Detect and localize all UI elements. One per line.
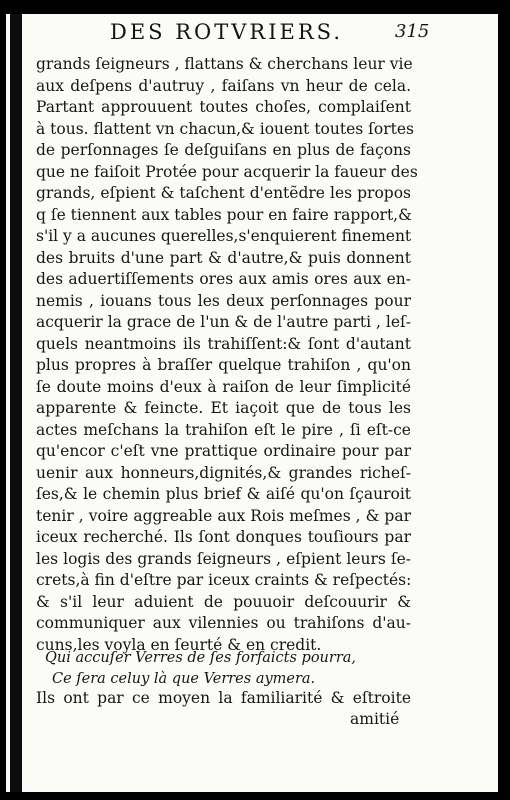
- catchword: amitié: [350, 710, 400, 728]
- page-number: 315: [395, 21, 430, 42]
- text-line: grands, eſpient & taſchent d'entẽdre les propos: [36, 184, 411, 202]
- text-line: de perſonnages ſe deſguiſans en plus de façons: [36, 141, 411, 159]
- closing-text-line: Ils ont par ce moyen la familiarité & eſtroite: [36, 689, 411, 707]
- text-line: ſes,& le chemin plus brief & aiſé qu'on ſçauroit: [36, 485, 411, 503]
- text-line: uenir aux honneurs,dignités,& grandes richeſ-: [36, 463, 411, 482]
- text-line: crets,à fin d'eſtre par iceux craints & reſpectés:: [36, 571, 412, 589]
- text-line: des aduertiſſements ores aux amis ores aux en-: [36, 270, 411, 288]
- text-line: à tous. flattent vn chacun,& iouent toutes ſortes: [36, 119, 414, 138]
- text-line: q ſe tiennent aux tables pour en faire rapport,&: [36, 205, 412, 224]
- text-line: communiquer aux vilennies ou trahiſons d'au-: [36, 614, 411, 632]
- text-line: quels neantmoins ils trahiſſent:& ſont d'autant: [36, 334, 411, 353]
- verse-quotation: [45, 648, 356, 690]
- text-line: apparente & feincte. Et iaçoit que de tous les: [36, 399, 411, 417]
- body-paragraph: [36, 54, 418, 656]
- text-line: ſe doute moins d'eux à raiſon de leur ſimplicité: [36, 377, 411, 396]
- running-title: DES ROTVRIERS.: [110, 20, 343, 44]
- text-line: Partant approuuent toutes choſes, complaiſent: [36, 98, 411, 116]
- text-line: plus propres à braſſer quelque trahiſon , qu'on: [36, 356, 411, 374]
- scan-border-right: [498, 0, 510, 800]
- book-gutter-shadow: [10, 14, 22, 792]
- text-line: grands ſeigneurs , flattans & cherchans leur vie: [36, 55, 413, 73]
- text-line: cuns,les voyla en ſeurté & en credit.: [36, 635, 322, 654]
- text-line: actes meſchans la trahiſon eſt le pire , ſi eſt-ce: [36, 420, 411, 439]
- text-line: s'il y a aucunes querelles,s'enquierent finement: [36, 227, 412, 245]
- text-line: & s'il leur aduient de pouuoir deſcouurir &: [36, 592, 411, 611]
- text-line: les logis des grands ſeigneurs , eſpient leurs ſe-: [36, 549, 411, 568]
- text-line: qu'encor c'eſt vne prattique ordinaire pour par: [36, 442, 411, 460]
- verse-line: Ce ſera celuy là que Verres aymera.: [52, 671, 316, 687]
- text-line: que ne faiſoit Protée pour acquerir la faueur des: [36, 162, 418, 181]
- text-line: aux deſpens d'autruy , faiſans vn heur de cela.: [36, 76, 411, 95]
- text-line: nemis , iouans tous les deux perſonnages pour: [36, 291, 411, 310]
- verse-line: Qui accuſer Verres de ſes forfaicts pourra,: [45, 650, 357, 666]
- text-line: des bruits d'une part & d'autre,& puis donnent: [36, 248, 411, 267]
- text-line: tenir , voire aggreable aux Rois meſmes , & par: [36, 506, 411, 525]
- text-line: iceux recherché. Ils ſont donques touſiours par: [36, 528, 411, 546]
- text-line: acquerir la grace de l'un & de l'autre parti , leſ-: [36, 313, 411, 331]
